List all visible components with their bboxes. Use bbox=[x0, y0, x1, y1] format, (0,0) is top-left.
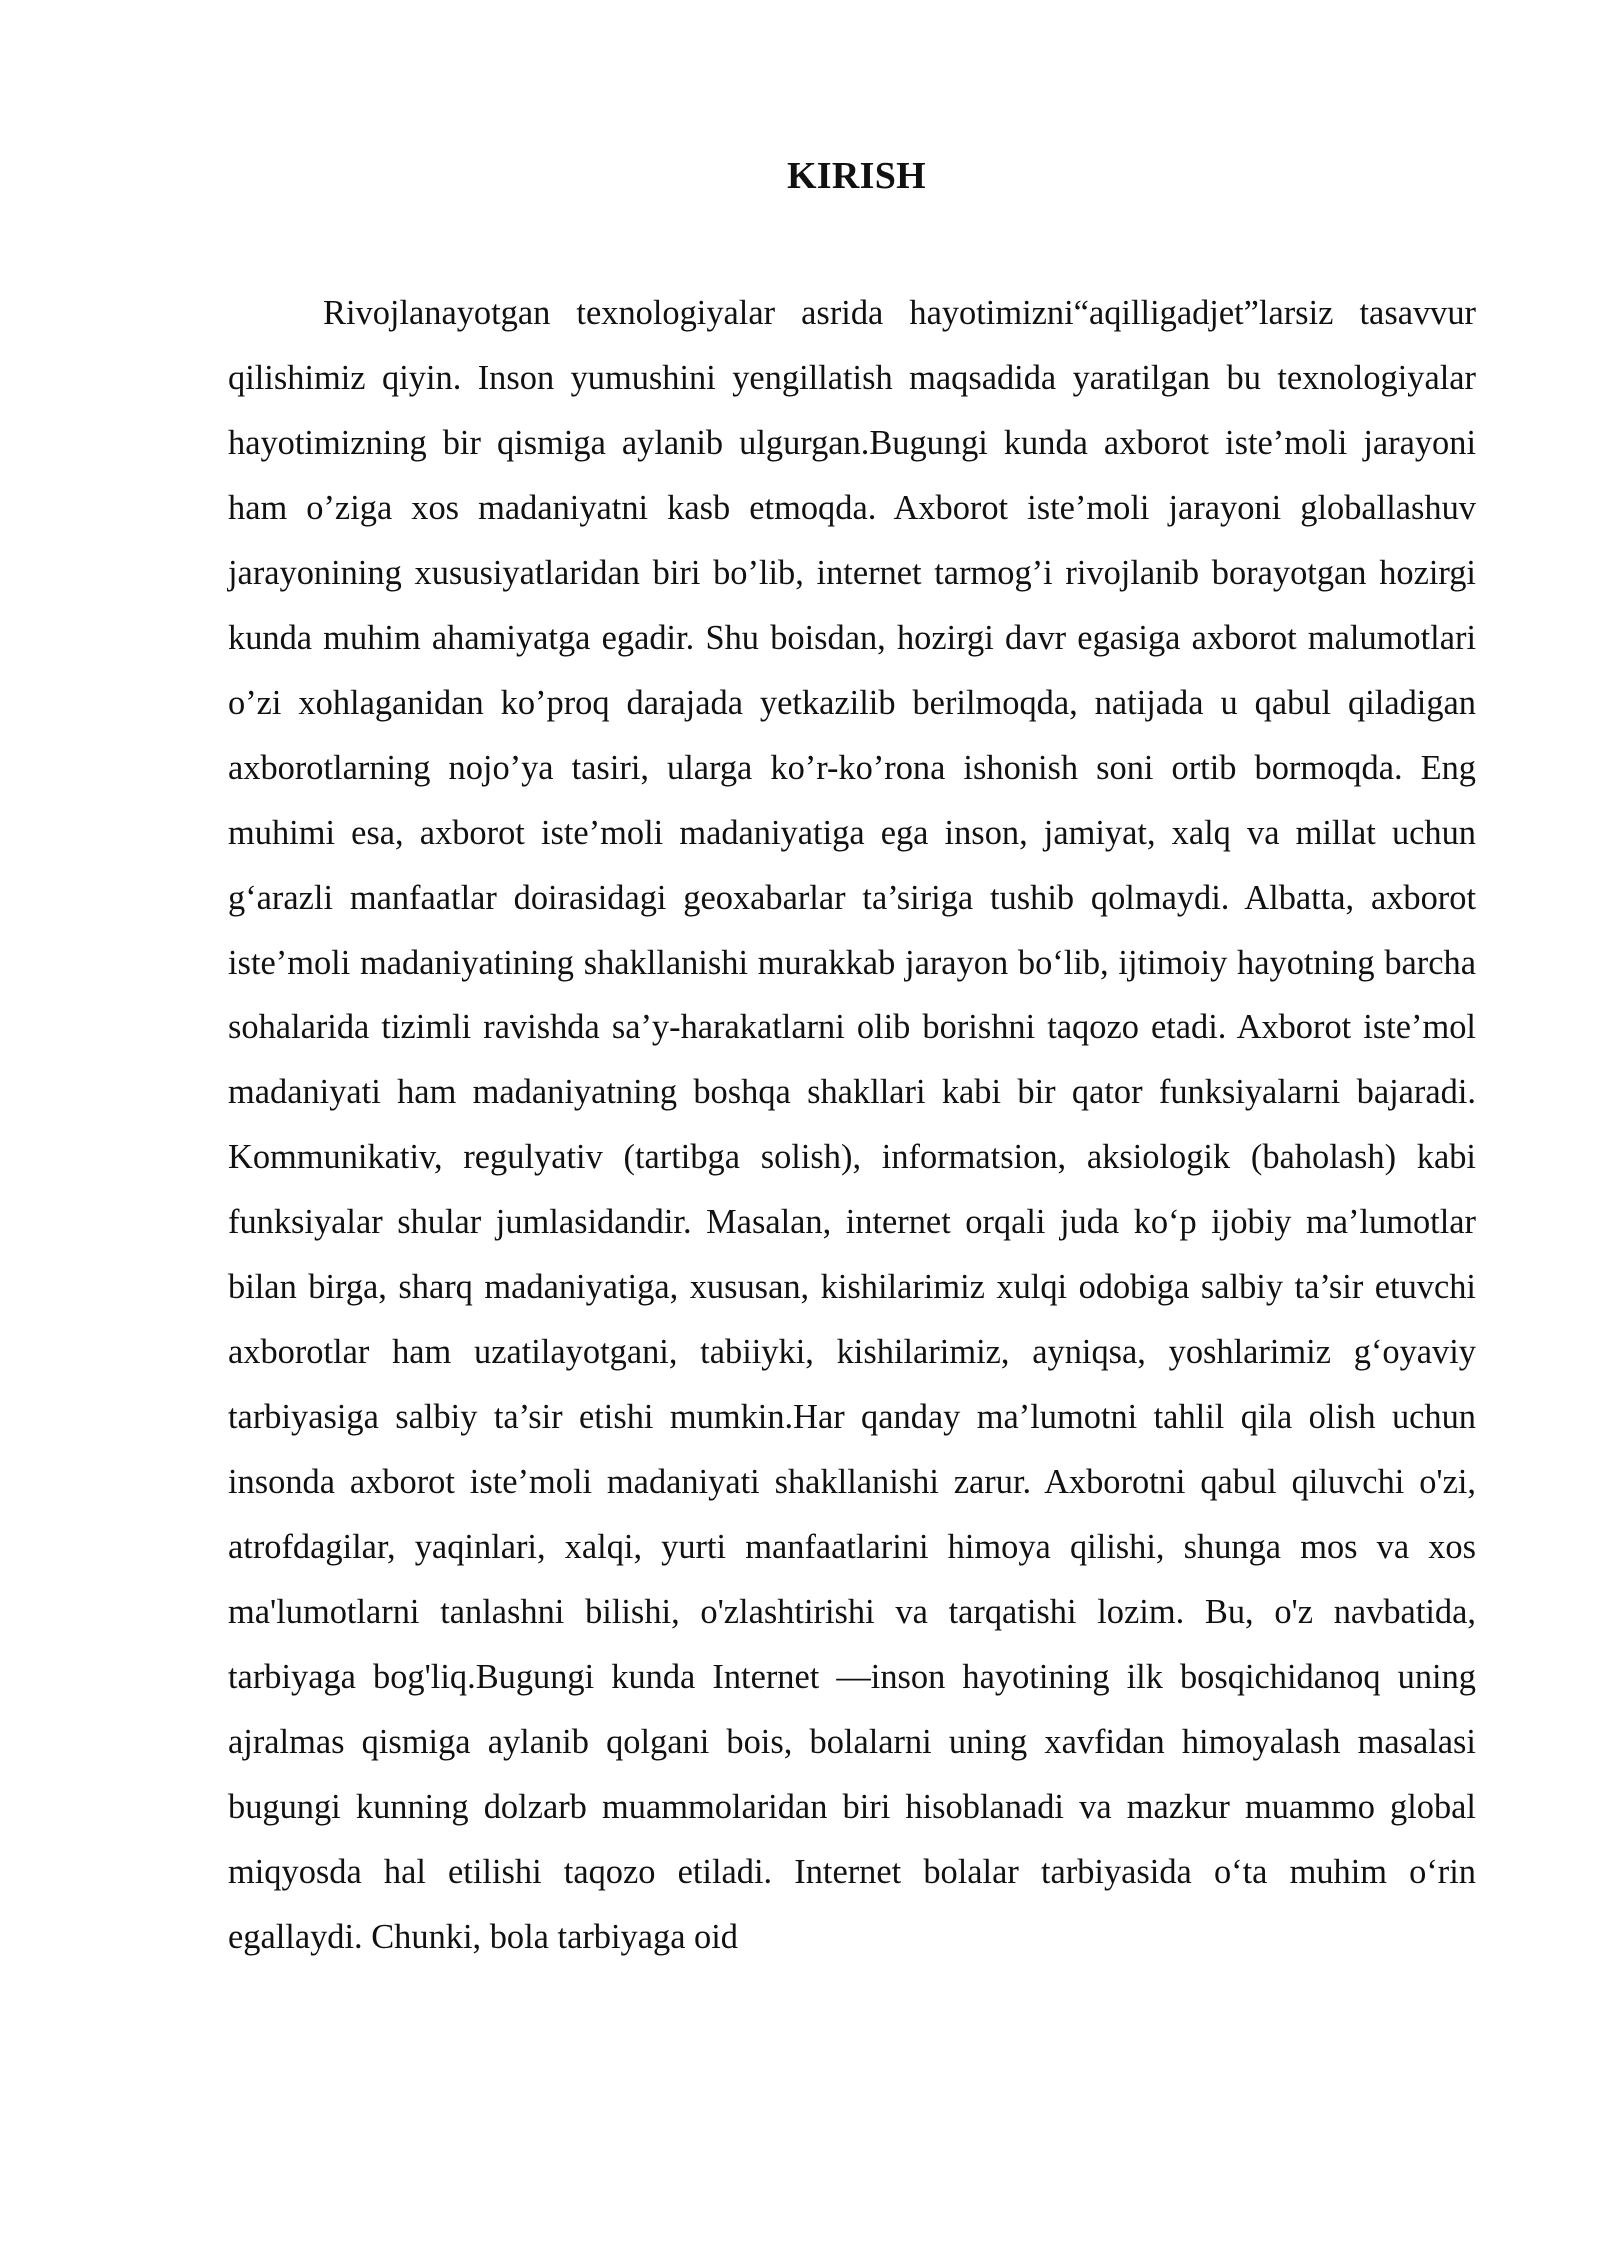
page-title: KIRISH bbox=[786, 155, 927, 197]
body-paragraph: Rivojlanayotgan texnologiyalar asrida hayotimizni“aqilligadjet”larsiz tasavvur qilishimiz qiyin. Inson yumushini yengillatish maqsadida yaratilgan bu texnologiyalar hayotimizning bir qismiga aylanib ulgurgan.Bugungi kunda axborot iste’moli jarayoni ham o’ziga xos madaniyatni kasb etmoqda. Axborot iste’moli jarayoni globallashuv jarayonining xususiyatlaridan biri bo’lib, internet tarmog’i rivojlanib borayotgan hozirgi kunda muhim ahamiyatga egadir. Shu boisdan, hozirgi davr egasiga axborot malumotlari o’zi xohlaganidan ko’proq darajada yetkazilib berilmoqda, natijada u qabul qiladigan axborotlarning nojo’ya tasiri, ularga ko’r-ko’rona ishonish soni ortib bormoqda. Eng muhimi esa, axborot iste’moli madaniyatiga ega inson, jamiyat, xalq va millat uchun g‘arazli manfaatlar doirasidagi geoxabarlar ta’siriga tushib qolmaydi. Albatta, axborot iste’moli madaniyatining shakllanishi murakkab jarayon bo‘lib, ijtimoiy hayotning barcha sohalarida tizimli ravishda sa’y-harakatlarni olib borishni taqozo etadi. Axborot iste’mol madaniyati ham madaniyatning boshqa shakllari kabi bir qator funksiyalarni bajaradi. Kommunikativ, regulyativ (tartibga solish), informatsion, aksiologik (baholash) kabi funksiyalar shular jumlasidandir. Masalan, internet orqali juda ko‘p ijobiy ma’lumotlar bilan birga, sharq madaniyatiga, xususan, kishilarimiz xulqi odobiga salbiy ta’sir etuvchi axborotlar ham uzatilayotgani, tabiiyki, kishilarimiz, ayniqsa, yoshlarimiz g‘oyaviy tarbiyasiga salbiy ta’sir etishi mumkin.Har qanday ma’lumotni tahlil qila olish uchun insonda axborot iste’moli madaniyati shakllanishi zarur. Axborotni qabul qiluvchi o'zi, atrofdagilar, yaqinlari, xalqi, yurti manfaatlarini himoya qilishi, shunga mos va xos ma'lumotlarni tanlashni bilishi, o'zlashtirishi va tarqatishi lozim. Bu, o'z navbatida, tarbiyaga bog'liq.Bugungi kunda Internet —inson hayotining ilk bosqichidanoq uning ajralmas qismiga aylanib qolgani bois, bolalarni uning xavfidan himoyalash masalasi bugungi kunning dolzarb muammolaridan biri hisoblanadi va mazkur muammo global miqyosda hal etilishi taqozo etiladi. Internet bolalar tarbiyasida o‘ta muhim o‘rin egallaydi. Chunki, bola tarbiyaga oid bbox=[228, 294, 1476, 1956]
